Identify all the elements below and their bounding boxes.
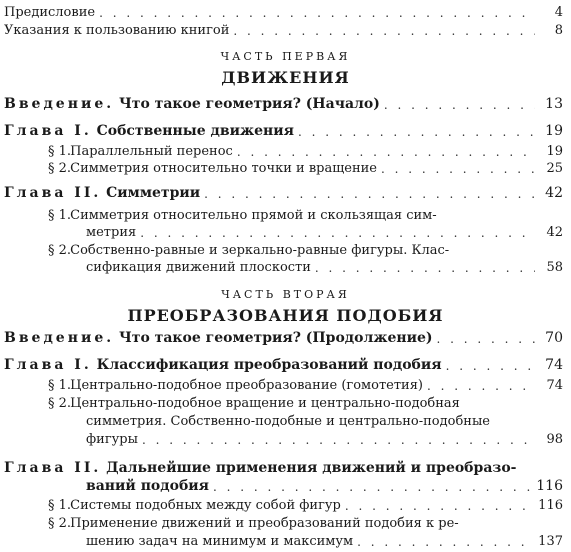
toc-entry-part1-ch2-sec1-line1[interactable] [48, 205, 563, 223]
entry-title: Предисловие [4, 5, 96, 20]
entry-title: Центрально-подобное вращение и центрально-подобная [70, 396, 460, 411]
entry-title: Дальнейшие применения движений и преобразо- [106, 460, 517, 476]
section-number: § 1. [48, 498, 72, 513]
toc-entry-part2-ch2-sec2-line2[interactable] [86, 531, 563, 549]
page-number: 13 [545, 96, 563, 112]
leader-dots [233, 24, 535, 38]
toc-entry-part2-ch2-sec1[interactable] [48, 495, 563, 513]
entry-title: Симметрии [106, 185, 201, 201]
leader-dots [237, 145, 535, 159]
entry-title: Что такое геометрия? (Начало) [119, 96, 380, 112]
toc-entry-part2-ch1-sec1[interactable] [48, 375, 563, 393]
entry-title: Параллельный перенос [70, 144, 233, 159]
page-number: 116 [538, 498, 563, 513]
page-number: 19 [545, 123, 563, 139]
entry-title-continued: симметрия. Собственно-подобные и центрально-подобные [86, 414, 490, 429]
entry-title: Собственные движения [96, 123, 295, 139]
page-number: 4 [554, 5, 563, 20]
entry-title-continued: фигуры [86, 432, 138, 447]
toc-entry-part2-chapter2-line1[interactable] [4, 458, 563, 476]
toc-entry-instructions[interactable] [4, 20, 563, 38]
section-number: § 2. [48, 161, 72, 176]
entry-lead: Введение. [4, 330, 115, 346]
page-number: 137 [538, 534, 563, 549]
leader-dots [381, 162, 535, 176]
toc-entry-foreword[interactable] [4, 2, 563, 20]
page-number: 74 [546, 378, 563, 393]
toc-entry-part1-ch2-sec2-line1[interactable] [48, 240, 563, 258]
entry-title: Симметрия относительно прямой и скользящая сим- [70, 208, 437, 223]
toc-entry-part2-chapter1[interactable] [4, 355, 563, 373]
page-number: 19 [546, 144, 563, 159]
toc-entry-part1-chapter1[interactable] [4, 121, 563, 139]
section-number: § 1. [48, 144, 72, 159]
entry-title: Симметрия относительно точки и вращение [70, 161, 378, 176]
page-number: 8 [554, 23, 563, 38]
leader-dots [315, 261, 535, 275]
toc-entry-part1-ch2-sec2-line2[interactable] [86, 257, 563, 275]
entry-title: Центрально-подобное преобразование (гомотетия) [70, 378, 423, 393]
toc-entry-part2-ch1-sec2-line3[interactable] [86, 429, 563, 447]
leader-dots [384, 98, 535, 112]
toc-entry-part2-ch2-sec2-line1[interactable] [48, 513, 563, 531]
toc-entry-part2-chapter2-line2[interactable] [86, 476, 563, 494]
entry-title-continued: сификация движений плоскости [86, 260, 311, 275]
section-number: § 1. [48, 378, 72, 393]
toc-entry-part1-chapter2[interactable] [4, 183, 563, 201]
entry-title-continued: шению задач на минимум и максимум [86, 534, 354, 549]
leader-dots [345, 499, 534, 513]
part-one-title: ДВИЖЕНИЯ [221, 68, 350, 87]
section-number: § 2. [48, 243, 72, 258]
section-number: § 2. [48, 396, 72, 411]
leader-dots [213, 480, 532, 494]
page-number: 116 [536, 478, 563, 494]
leader-dots [204, 187, 535, 201]
page-number: 58 [546, 260, 563, 275]
section-number: § 2. [48, 516, 72, 531]
page-number: 42 [545, 185, 563, 201]
entry-title-continued: ваний подобия [86, 478, 210, 494]
toc-entry-part1-ch1-sec1[interactable] [48, 141, 563, 159]
entry-title: Указания к пользованию книгой [4, 23, 230, 38]
entry-lead: Глава II. [4, 460, 102, 476]
leader-dots [142, 433, 535, 447]
page-number: 70 [545, 330, 563, 346]
page-number: 25 [546, 161, 563, 176]
leader-dots [446, 359, 535, 373]
leader-dots [427, 379, 535, 393]
entry-lead: Глава II. [4, 185, 102, 201]
section-number: § 1. [48, 208, 72, 223]
entry-lead: Глава I. [4, 357, 92, 373]
toc-entry-part1-ch1-sec2[interactable] [48, 158, 563, 176]
leader-dots [357, 535, 534, 549]
entry-title: Что такое геометрия? (Продолжение) [119, 330, 433, 346]
page-number: 98 [546, 432, 563, 447]
entry-title: Классификация преобразований подобия [96, 357, 442, 373]
leader-dots [140, 226, 535, 240]
leader-dots [99, 6, 535, 20]
toc-entry-part2-ch1-sec2-line1[interactable] [48, 393, 563, 411]
leader-dots [298, 125, 535, 139]
part-two-title: ПРЕОБРАЗОВАНИЯ ПОДОБИЯ [127, 306, 444, 325]
entry-title: Применение движений и преобразований подобия к ре- [70, 516, 459, 531]
entry-title: Собственно-равные и зеркально-равные фигуры. Клас- [70, 243, 450, 258]
leader-dots [437, 332, 535, 346]
toc-entry-part1-intro[interactable] [4, 94, 563, 112]
toc-entry-part2-ch1-sec2-line2[interactable] [86, 411, 563, 429]
toc-entry-part2-intro[interactable] [4, 328, 563, 346]
page-number: 42 [546, 225, 563, 240]
entry-title-continued: метрия [86, 225, 137, 240]
toc-entry-part1-ch2-sec1-line2[interactable] [86, 222, 563, 240]
part-one-label: ЧАСТЬ ПЕРВАЯ [220, 50, 351, 63]
page-number: 74 [545, 357, 563, 373]
entry-lead: Введение. [4, 96, 115, 112]
entry-lead: Глава I. [4, 123, 92, 139]
part-two-label: ЧАСТЬ ВТОРАЯ [221, 288, 350, 301]
entry-title: Системы подобных между собой фигур [70, 498, 341, 513]
